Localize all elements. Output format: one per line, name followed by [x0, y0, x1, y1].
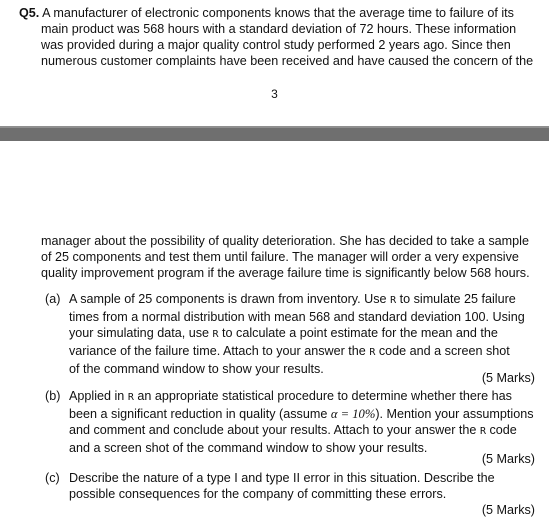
alpha-formula: α = 10% — [330, 407, 376, 421]
page-separator — [0, 126, 549, 141]
question-line: Q5. A manufacturer of electronic components knows that the average time to failure of its — [19, 6, 514, 20]
question-line: main product was 568 hours with a standard deviation of 72 hours. These information — [41, 22, 517, 37]
marks-label: (5 Marks) — [481, 503, 535, 517]
part-label: (c) — [45, 471, 60, 485]
question-part-c — [45, 470, 537, 502]
question-line: of 25 components and test them until failure. The manager will order a very expensive — [41, 250, 519, 265]
part-label: (b) — [45, 389, 61, 403]
question-part-a — [45, 291, 537, 377]
part-text — [69, 388, 537, 456]
page-separator-edge — [0, 126, 549, 128]
part-line: and comment and conclude about your results. Attach to your answer the R code — [69, 423, 517, 437]
part-line: been a significant reduction in quality (assume α = 10%). Mention your assumptions — [69, 407, 534, 421]
r-code-token: R — [127, 392, 134, 403]
r-code-token: R — [390, 295, 397, 306]
question-line: was provided during a major quality control study performed 2 years ago. Since then — [41, 38, 511, 53]
part-line: of the command window to show your results. — [69, 362, 324, 376]
marks-label: (5 Marks) — [481, 371, 535, 385]
question-intro — [19, 5, 537, 69]
r-code-token: R — [479, 426, 486, 437]
part-line: and a screen shot of the command window to show your results. — [69, 441, 428, 455]
part-text — [69, 291, 537, 377]
part-label: (a) — [45, 292, 61, 306]
part-line: your simulating data, use R to calculate a point estimate for the mean and the — [69, 326, 498, 340]
marks-label: (5 Marks) — [481, 452, 535, 466]
question-line: numerous customer complaints have been received and have caused the concern of the — [41, 54, 534, 69]
part-line: possible consequences for the company of committing these errors. — [69, 487, 447, 501]
part-line: Applied in R an appropriate statistical procedure to determine whether there has — [69, 389, 512, 403]
document-page-top — [0, 0, 549, 126]
question-continuation — [41, 233, 537, 282]
question-number: Q5. — [19, 6, 40, 20]
part-line: variance of the failure time. Attach to your answer the R code and a screen shot — [69, 344, 510, 358]
page-number: 3 — [271, 87, 278, 101]
part-line: A sample of 25 components is drawn from inventory. Use R to simulate 25 failure — [69, 292, 516, 306]
part-line: times from a normal distribution with mean 568 and standard deviation 100. Using — [69, 310, 525, 324]
question-line: manager about the possibility of quality deterioration. She has decided to take a sample — [41, 234, 529, 248]
part-text — [69, 470, 537, 502]
part-line: Describe the nature of a type I and type II error in this situation. Describe the — [69, 471, 495, 485]
r-code-token: R — [212, 329, 219, 340]
question-line: quality improvement program if the average failure time is significantly below 568 hours. — [41, 266, 530, 281]
r-code-token: R — [369, 347, 376, 358]
question-part-b — [45, 388, 537, 456]
